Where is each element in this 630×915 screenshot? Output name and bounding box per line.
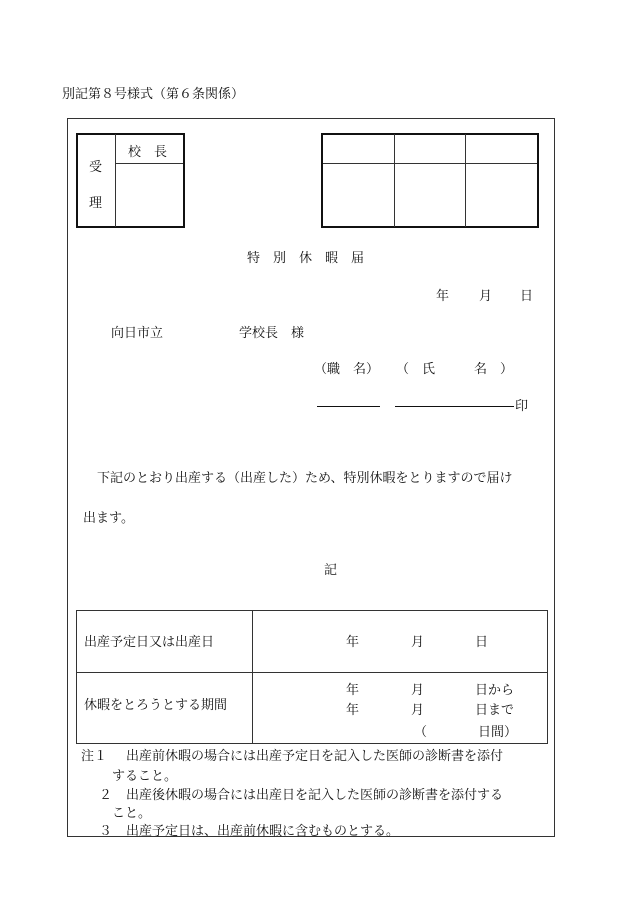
note-3-line-1: 出産予定日は、出産前休暇に含むものとする。: [126, 824, 400, 839]
name-label: （ 氏 名 ）: [396, 362, 514, 377]
reception-divider: [115, 134, 116, 227]
name-underline: [395, 406, 514, 407]
position-underline: [317, 406, 380, 407]
stamp-grid: [321, 133, 539, 228]
note-1-line-2: すること。: [112, 769, 178, 784]
date-month: 月: [479, 289, 493, 304]
stamp-col-2: [465, 134, 466, 227]
position-label: （職 名）: [314, 362, 380, 377]
from-month: 月: [411, 683, 425, 698]
note-2-line-2: こと。: [112, 806, 152, 821]
to-day: 日まで: [475, 703, 515, 718]
to-year: 年: [346, 703, 360, 718]
from-day: 日から: [475, 683, 515, 698]
note-3-number: ３: [99, 824, 113, 839]
reception-principal: 校 長: [128, 145, 168, 160]
note-1-number: 注１: [81, 749, 108, 764]
note-2-line-1: 出産後休暇の場合には出産日を記入した医師の診断書を添付する: [126, 788, 504, 803]
table-col-divider: [252, 611, 253, 743]
reception-hdivider: [115, 163, 183, 164]
days-open: （: [414, 725, 428, 740]
note-2-number: ２: [99, 788, 113, 803]
to-month: 月: [411, 703, 425, 718]
ki-label: 記: [324, 563, 338, 578]
table-row-divider: [77, 672, 547, 673]
addressee-principal: 学校長 様: [239, 326, 305, 341]
note-1-line-1: 出産前休暇の場合には出産予定日を記入した医師の診断書を添付: [126, 749, 504, 764]
from-year: 年: [346, 683, 360, 698]
days-close: 日間）: [478, 725, 518, 740]
doc-title: 特 別 休 暇 届: [247, 251, 365, 266]
row1-year: 年: [346, 635, 360, 650]
stamp-col-1: [394, 134, 395, 227]
stamp-row-divider: [323, 163, 537, 164]
body-line-1: 下記のとおり出産する（出産した）ため、特別休暇をとりますので届け: [97, 471, 513, 486]
reception-label-bottom: 理: [89, 196, 103, 211]
seal-mark: 印: [515, 399, 529, 414]
body-line-2: 出ます。: [83, 511, 134, 526]
form-title: 別記第８号様式（第６条関係）: [62, 87, 245, 102]
date-day: 日: [520, 289, 534, 304]
row1-label: 出産予定日又は出産日: [84, 635, 215, 650]
row1-month: 月: [411, 635, 425, 650]
date-year: 年: [436, 289, 450, 304]
reception-label-top: 受: [89, 160, 103, 175]
row1-day: 日: [475, 635, 489, 650]
row2-label: 休暇をとろうとする期間: [84, 698, 228, 713]
addressee-city: 向日市立: [111, 326, 164, 341]
